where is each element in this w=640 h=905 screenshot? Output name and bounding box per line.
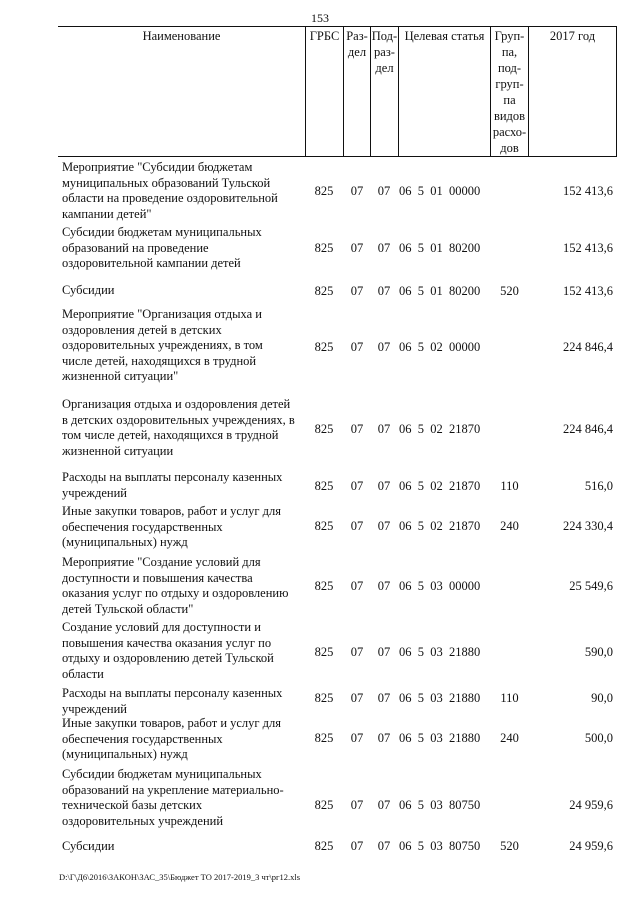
- row-grbs: 825: [314, 184, 334, 198]
- row-amount: 516,0: [584, 479, 613, 493]
- row-target-article: 06 5 01 80200: [399, 284, 481, 298]
- row-name: Субсидии: [62, 283, 115, 297]
- footer-file-path: D:\Г\Д6\2016\ЗАКОН\ЗАС_35\Бюджет ТО 2017-2019_3 чт\рг12.xls: [59, 872, 301, 882]
- row-podrazdel: 07: [377, 731, 391, 745]
- row-razdel: 07: [350, 284, 364, 298]
- row-target-article: 06 5 03 21880: [399, 645, 481, 659]
- row-amount: 590,0: [584, 645, 613, 659]
- row-target-article: 06 5 03 80750: [399, 839, 481, 853]
- header-target-article: Целевая статья: [398, 27, 490, 156]
- row-podrazdel: 07: [377, 284, 391, 298]
- row-target-article: 06 5 03 21880: [399, 731, 481, 745]
- row-name: Создание условий для доступности и повышения качества оказания услуг по отдыху и оздоровлению детей Тульской области: [62, 620, 274, 681]
- row-razdel: 07: [350, 479, 364, 493]
- row-expense-group: 110: [500, 479, 519, 493]
- row-amount: 24 959,6: [569, 798, 613, 812]
- row-name: Субсидии бюджетам муниципальных образований на укрепление материально- технической базы детских оздоровительных учреждений: [62, 767, 284, 828]
- row-amount: 152 413,6: [563, 284, 613, 298]
- row-amount: 224 846,4: [563, 340, 613, 354]
- row-name: Организация отдыха и оздоровления детей в детских оздоровительных учреждениях, в том числе детей, находящихся в трудной жизненной ситуации: [62, 397, 295, 458]
- header-razdel: Раз- дел: [343, 27, 370, 156]
- row-razdel: 07: [350, 519, 364, 533]
- row-razdel: 07: [350, 184, 364, 198]
- row-amount: 224 846,4: [563, 422, 613, 436]
- row-razdel: 07: [350, 691, 364, 705]
- row-grbs: 825: [314, 479, 334, 493]
- row-target-article: 06 5 03 21880: [399, 691, 481, 705]
- row-grbs: 825: [314, 645, 334, 659]
- row-expense-group: 520: [500, 284, 519, 298]
- row-podrazdel: 07: [377, 839, 391, 853]
- row-expense-group: 240: [500, 731, 519, 745]
- row-name: Расходы на выплаты персоналу казенных учреждений: [62, 686, 283, 716]
- row-podrazdel: 07: [377, 519, 391, 533]
- row-podrazdel: 07: [377, 479, 391, 493]
- row-razdel: 07: [350, 340, 364, 354]
- row-grbs: 825: [314, 284, 334, 298]
- row-target-article: 06 5 01 80200: [399, 241, 481, 255]
- row-podrazdel: 07: [377, 422, 391, 436]
- row-amount: 152 413,6: [563, 184, 613, 198]
- header-grbs: ГРБС: [305, 27, 343, 156]
- row-name: Иные закупки товаров, работ и услуг для обеспечения государственных (муниципальных) нужд: [62, 504, 282, 549]
- row-grbs: 825: [314, 731, 334, 745]
- row-target-article: 06 5 02 21870: [399, 519, 481, 533]
- row-target-article: 06 5 02 21870: [399, 422, 481, 436]
- row-target-article: 06 5 02 21870: [399, 479, 481, 493]
- row-amount: 90,0: [591, 691, 613, 705]
- header-expense-group: Груп- па, под- груп- па видов расхо- дов: [490, 27, 528, 156]
- row-name: Субсидии бюджетам муниципальных образований на проведение оздоровительной кампании детей: [62, 225, 262, 270]
- row-grbs: 825: [314, 422, 334, 436]
- row-expense-group: 520: [500, 839, 519, 853]
- row-target-article: 06 5 03 80750: [399, 798, 481, 812]
- row-amount: 224 330,4: [563, 519, 613, 533]
- row-podrazdel: 07: [377, 340, 391, 354]
- row-target-article: 06 5 02 00000: [399, 340, 481, 354]
- row-razdel: 07: [350, 579, 364, 593]
- row-razdel: 07: [350, 645, 364, 659]
- row-razdel: 07: [350, 839, 364, 853]
- row-name: Расходы на выплаты персоналу казенных учреждений: [62, 470, 283, 500]
- row-grbs: 825: [314, 691, 334, 705]
- header-year: 2017 год: [528, 27, 617, 156]
- row-name: Мероприятие "Субсидии бюджетам муниципальных образований Тульской области на проведение оздоровительной кампании детей": [62, 160, 278, 221]
- row-expense-group: 110: [500, 691, 519, 705]
- row-razdel: 07: [350, 241, 364, 255]
- row-grbs: 825: [314, 798, 334, 812]
- row-podrazdel: 07: [377, 691, 391, 705]
- row-grbs: 825: [314, 241, 334, 255]
- row-podrazdel: 07: [377, 645, 391, 659]
- row-expense-group: 240: [500, 519, 519, 533]
- row-amount: 500,0: [584, 731, 613, 745]
- page-number: 153: [311, 11, 329, 25]
- row-razdel: 07: [350, 422, 364, 436]
- row-amount: 25 549,6: [569, 579, 613, 593]
- row-podrazdel: 07: [377, 241, 391, 255]
- row-podrazdel: 07: [377, 798, 391, 812]
- row-name: Иные закупки товаров, работ и услуг для обеспечения государственных (муниципальных) нужд: [62, 716, 282, 761]
- row-name: Мероприятие "Создание условий для доступности и повышения качества оказания услуг по отдыху и оздоровлению детей Тульской области": [62, 555, 289, 616]
- row-grbs: 825: [314, 579, 334, 593]
- row-grbs: 825: [314, 340, 334, 354]
- row-name: Субсидии: [62, 839, 115, 853]
- row-grbs: 825: [314, 839, 334, 853]
- row-target-article: 06 5 03 00000: [399, 579, 481, 593]
- row-amount: 24 959,6: [569, 839, 613, 853]
- row-grbs: 825: [314, 519, 334, 533]
- row-target-article: 06 5 01 00000: [399, 184, 481, 198]
- row-amount: 152 413,6: [563, 241, 613, 255]
- row-podrazdel: 07: [377, 579, 391, 593]
- header-name: Наименование: [142, 29, 221, 43]
- row-podrazdel: 07: [377, 184, 391, 198]
- row-razdel: 07: [350, 798, 364, 812]
- table-header: [58, 26, 617, 157]
- header-podrazdel: Под- раз- дел: [370, 27, 398, 156]
- row-name: Мероприятие "Организация отдыха и оздоровления детей в детских оздоровительных учреждениях, в том числе детей, находящихся в трудной жизненной ситуации": [62, 307, 263, 383]
- row-razdel: 07: [350, 731, 364, 745]
